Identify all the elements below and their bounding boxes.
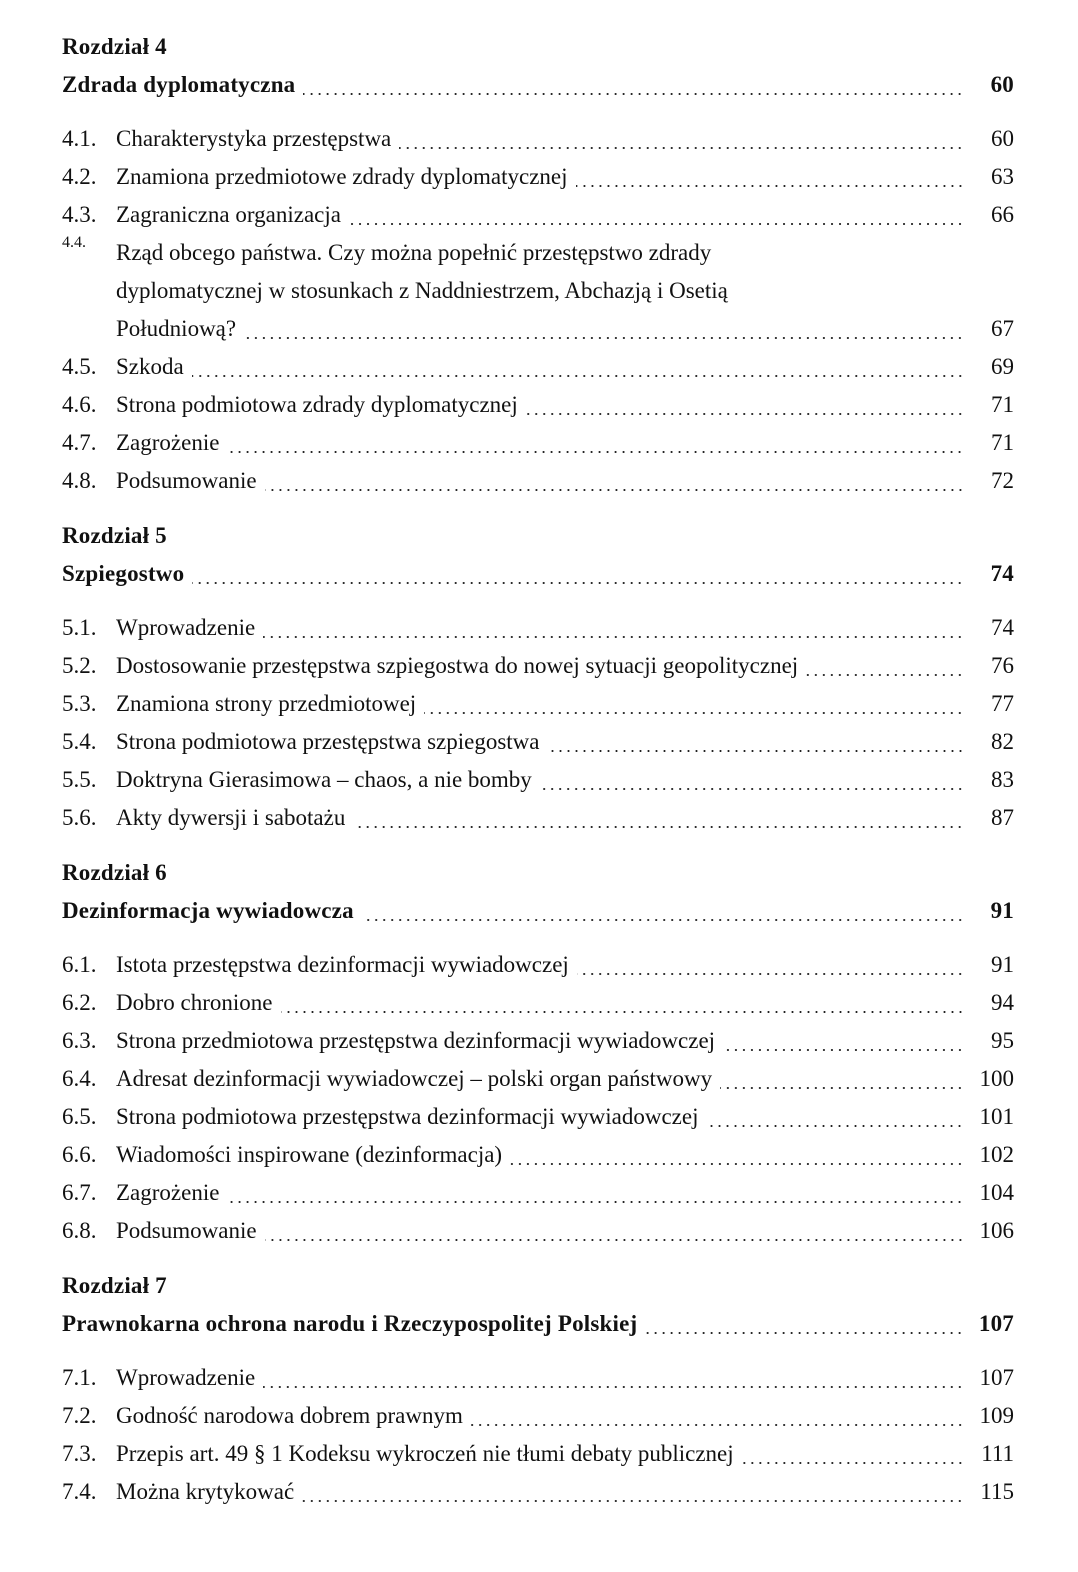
page-number: 94 [991, 990, 1014, 1015]
page-number: 71 [991, 430, 1014, 455]
page-number: 83 [991, 767, 1014, 792]
toc-entry [62, 1136, 1014, 1174]
chapter-title-row [62, 1305, 1014, 1343]
toc-entry [62, 196, 1014, 234]
toc-entry [62, 158, 1014, 196]
section-number: 5.4. [62, 729, 97, 754]
section-title: Znamiona strony przedmiotowej [116, 691, 417, 716]
page-number: 95 [991, 1028, 1014, 1053]
toc-entry [62, 1359, 1014, 1397]
toc-entry [62, 723, 1014, 761]
toc-entry [62, 462, 1014, 500]
chapter [62, 517, 1014, 837]
page-number: 63 [991, 164, 1014, 189]
dot-leader [806, 647, 964, 685]
toc-entry [62, 946, 1014, 984]
dot-leader [303, 66, 964, 104]
page-number: 102 [979, 1142, 1014, 1167]
section-number: 6.4. [62, 1066, 97, 1091]
dot-leader [349, 196, 964, 234]
table-of-contents [62, 28, 1014, 1528]
page-number: 60 [990, 72, 1014, 97]
section-title: Charakterystyka przestępstwa [116, 126, 392, 151]
section-number: 4.4. [62, 234, 86, 251]
section-title: Zagraniczna organizacja [116, 202, 341, 227]
page-number: 100 [979, 1066, 1014, 1091]
section-number: 6.1. [62, 952, 97, 977]
section-number: 6.5. [62, 1104, 97, 1129]
section-number: 5.3. [62, 691, 97, 716]
dot-leader [548, 723, 965, 761]
section-number: 5.1. [62, 615, 97, 640]
dot-leader [192, 555, 964, 593]
section-number: 4.1. [62, 126, 97, 151]
section-number: 7.3. [62, 1441, 97, 1466]
dot-leader [263, 1359, 964, 1397]
dot-leader [227, 424, 964, 462]
toc-entry [62, 1060, 1014, 1098]
chapter-label: Rozdział 4 [62, 34, 167, 59]
page-number: 69 [991, 354, 1014, 379]
chapter-title-row [62, 66, 1014, 104]
toc-entry [62, 799, 1014, 837]
page-number: 107 [979, 1365, 1014, 1390]
toc-entry [62, 1098, 1014, 1136]
section-number: 4.2. [62, 164, 97, 189]
toc-entry [62, 120, 1014, 158]
section-title: Godność narodowa dobrem prawnym [116, 1403, 463, 1428]
page-number: 91 [991, 952, 1014, 977]
page-number: 77 [991, 691, 1014, 716]
section-number: 7.1. [62, 1365, 97, 1390]
section-title: Strona podmiotowa przestępstwa dezinformacji wywiadowczej [116, 1104, 699, 1129]
section-title: Wiadomości inspirowane (dezinformacja) [116, 1142, 503, 1167]
section-number: 5.5. [62, 767, 97, 792]
page-number: 101 [979, 1104, 1014, 1129]
section-title: Zagrożenie [116, 1180, 220, 1205]
section-title: Szkoda [116, 354, 184, 379]
section-title: Strona podmiotowa przestępstwa szpiegostwa [116, 729, 540, 754]
section-number: 6.8. [62, 1218, 97, 1243]
chapter-label: Rozdział 7 [62, 1273, 167, 1298]
page-number: 104 [979, 1180, 1014, 1205]
toc-entry [62, 1473, 1014, 1511]
section-number: 4.5. [62, 354, 97, 379]
dot-leader [281, 984, 965, 1022]
section-title: Strona podmiotowa zdrady dyplomatycznej [116, 392, 518, 417]
page-number: 106 [979, 1218, 1014, 1243]
toc-entry [62, 424, 1014, 462]
dot-leader [263, 609, 964, 647]
chapter-label: Rozdział 6 [62, 860, 167, 885]
dot-leader [302, 1473, 964, 1511]
chapter-title: Dezinformacja wywiadowcza [62, 898, 354, 923]
chapter-title-row [62, 892, 1014, 930]
section-number: 4.7. [62, 430, 97, 455]
dot-leader [471, 1397, 964, 1435]
dot-leader [577, 946, 964, 984]
section-title: Wprowadzenie [116, 1365, 256, 1390]
page-number: 107 [978, 1311, 1014, 1336]
dot-leader [424, 685, 964, 723]
dot-leader [399, 120, 964, 158]
section-title: Można krytykować [116, 1479, 295, 1504]
toc-entry [62, 234, 1014, 348]
section-number: 6.3. [62, 1028, 97, 1053]
toc-entry [62, 1174, 1014, 1212]
dot-leader [362, 892, 964, 930]
dot-leader [645, 1305, 964, 1343]
chapter-label: Rozdział 5 [62, 523, 167, 548]
chapter-title: Szpiegostwo [62, 561, 185, 586]
section-title: Podsumowanie [116, 468, 257, 493]
section-number: 5.6. [62, 805, 97, 830]
toc-entry [62, 1022, 1014, 1060]
toc-entry [62, 984, 1014, 1022]
chapter [62, 854, 1014, 1250]
page-number: 76 [991, 653, 1014, 678]
page-number: 74 [991, 615, 1014, 640]
section-title: Wprowadzenie [116, 615, 256, 640]
section-number: 6.2. [62, 990, 97, 1015]
page-number: 60 [991, 126, 1014, 151]
chapter-title: Prawnokarna ochrona narodu i Rzeczypospolitej Polskiej [62, 1311, 638, 1336]
dot-leader [265, 462, 964, 500]
section-number: 6.6. [62, 1142, 97, 1167]
dot-leader [353, 799, 964, 837]
dot-leader [227, 1174, 964, 1212]
section-title: Znamiona przedmiotowe zdrady dyplomatycznej [116, 164, 568, 189]
section-title: Przepis art. 49 § 1 Kodeksu wykroczeń nie tłumi debaty publicznej [116, 1441, 734, 1466]
section-title: Strona przedmiotowa przestępstwa dezinformacji wywiadowczej [116, 1028, 716, 1053]
toc-entry [62, 609, 1014, 647]
dot-leader [244, 310, 964, 348]
toc-entry [62, 647, 1014, 685]
section-number: 7.4. [62, 1479, 97, 1504]
section-title: Adresat dezinformacji wywiadowczej – polski organ państwowy [116, 1066, 713, 1091]
dot-leader [720, 1060, 964, 1098]
section-title: Dobro chronione [116, 990, 273, 1015]
page-number: 111 [981, 1441, 1014, 1466]
dot-leader [192, 348, 964, 386]
toc-entry [62, 761, 1014, 799]
section-number: 7.2. [62, 1403, 97, 1428]
dot-leader [540, 761, 964, 799]
dot-leader [742, 1435, 964, 1473]
page-number: 91 [990, 898, 1014, 923]
dot-leader [510, 1136, 964, 1174]
page-number: 82 [991, 729, 1014, 754]
dot-leader [706, 1098, 964, 1136]
section-title: Akty dywersji i sabotażu [116, 805, 346, 830]
page-number: 74 [990, 561, 1014, 586]
section-title-line: dyplomatycznej w stosunkach z Naddniestrzem, Abchazją i Osetią [116, 278, 728, 303]
toc-entry [62, 685, 1014, 723]
toc-entry [62, 1435, 1014, 1473]
toc-entry [62, 386, 1014, 424]
section-title: Dostosowanie przestępstwa szpiegostwa do nowej sytuacji geopolitycznej [116, 653, 799, 678]
chapter [62, 1267, 1014, 1511]
toc-entry [62, 1212, 1014, 1250]
section-title: Podsumowanie [116, 1218, 257, 1243]
page-number: 109 [979, 1403, 1014, 1428]
dot-leader [723, 1022, 964, 1060]
page-number: 66 [991, 202, 1014, 227]
section-number: 6.7. [62, 1180, 97, 1205]
section-title: Doktryna Gierasimowa – chaos, a nie bomby [116, 767, 532, 792]
chapter-title-row [62, 555, 1014, 593]
dot-leader [526, 386, 964, 424]
toc-entry [62, 348, 1014, 386]
dot-leader [576, 158, 964, 196]
page-number: 72 [991, 468, 1014, 493]
page-number: 67 [991, 316, 1014, 341]
chapter [62, 28, 1014, 500]
page-number: 87 [991, 805, 1014, 830]
section-number: 4.3. [62, 202, 97, 227]
section-title: Istota przestępstwa dezinformacji wywiadowczej [116, 952, 569, 977]
page-number: 115 [980, 1479, 1014, 1504]
section-number: 4.8. [62, 468, 97, 493]
section-title: Zagrożenie [116, 430, 220, 455]
section-title-line: Rząd obcego państwa. Czy można popełnić przestępstwo zdrady [116, 240, 712, 265]
section-number: 4.6. [62, 392, 97, 417]
toc-entry [62, 1397, 1014, 1435]
dot-leader [265, 1212, 964, 1250]
page-number: 71 [991, 392, 1014, 417]
chapter-title: Zdrada dyplomatyczna [62, 72, 296, 97]
section-number: 5.2. [62, 653, 97, 678]
section-title: Południową? [116, 316, 237, 341]
